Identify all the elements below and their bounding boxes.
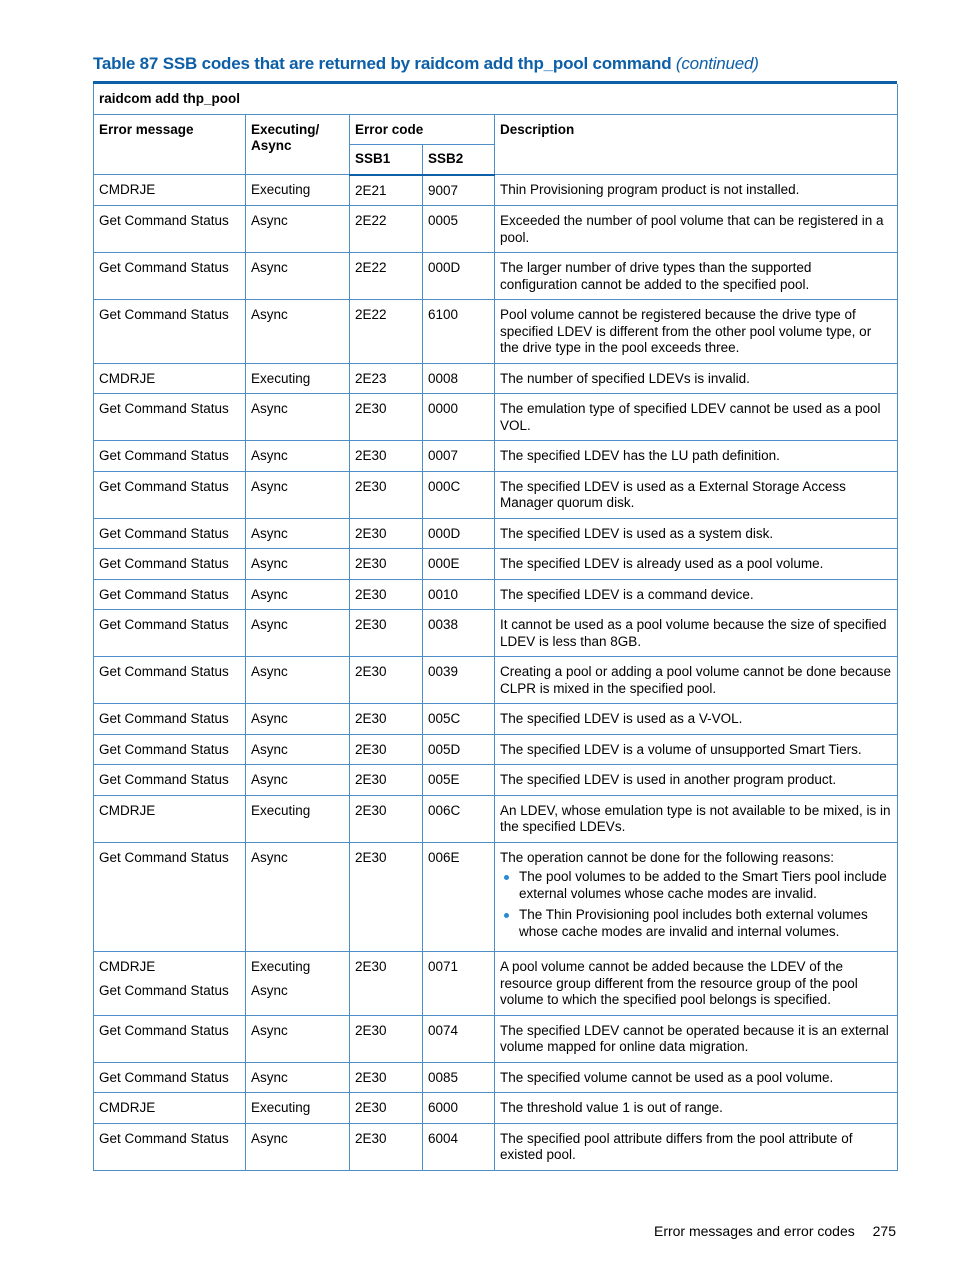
error-message-cell [94, 253, 246, 300]
error-message-cell-text: Get Command Status [99, 1022, 229, 1038]
error-message-cell [94, 579, 246, 610]
ssb1-cell-text: 2E30 [355, 711, 387, 726]
description-cell [495, 734, 898, 765]
ssb1-cell [350, 394, 423, 441]
error-message-cell [94, 842, 246, 952]
ssb2-cell-text: 6100 [428, 307, 459, 322]
table-row [94, 734, 898, 765]
description-cell [495, 518, 898, 549]
ssb1-cell [350, 1062, 423, 1093]
ssb2-cell [423, 657, 495, 704]
footer-section: Error messages and error codes [653, 1223, 855, 1239]
ssb1-cell [350, 610, 423, 657]
description-cell-text: A pool volume cannot be added because the LDEV of the resource group different from the resource group of the pool volume to which the specified pool belongs is specified. [500, 959, 858, 1007]
executing-async-cell [246, 765, 350, 796]
ssb1-cell [350, 795, 423, 842]
table-row [94, 1062, 898, 1093]
command-header-row [94, 84, 898, 114]
description-cell-text: The specified LDEV cannot be operated because it is an external volume mapped for online data migration. [500, 1022, 889, 1054]
error-message-cell [94, 1123, 246, 1170]
executing-async-cell [246, 300, 350, 364]
executing-async-cell-text: Async [251, 307, 288, 322]
error-message-cell [94, 734, 246, 765]
executing-async-cell [246, 1062, 350, 1093]
executing-async-cell-text: Async [251, 711, 288, 726]
executing-async-cell [246, 1123, 350, 1170]
ssb1-cell [350, 253, 423, 300]
ssb1-cell-text: 2E23 [355, 370, 387, 386]
ssb1-cell-text: 2E30 [355, 741, 387, 757]
ssb1-cell [350, 441, 423, 472]
executing-async-cell [246, 704, 350, 735]
description-cell [495, 471, 898, 518]
description-cell-text: Thin Provisioning program product is not installed. [500, 182, 800, 197]
description-cell [495, 1093, 898, 1124]
error-message-cell [94, 363, 246, 394]
table-row [94, 518, 898, 549]
description-cell-text: The specified LDEV is used in another program product. [500, 772, 837, 787]
error-message-cell-text: Get Command Status [99, 772, 229, 787]
ssb2-cell [423, 549, 495, 580]
executing-async-cell-text: Async [251, 617, 288, 632]
error-message-cell [94, 441, 246, 472]
description-cell-text: The larger number of drive types than the supported configuration cannot be added to the specified pool. [500, 260, 812, 292]
ssb1-cell [350, 518, 423, 549]
description-cell [495, 704, 898, 735]
ssb2-cell-text: 006E [428, 849, 460, 865]
ssb2-cell-text: 000D [428, 525, 461, 541]
executing-async-cell [246, 1015, 350, 1062]
description-cell-text: Creating a pool or adding a pool volume cannot be done because CLPR is mixed in the specified pool. [500, 664, 892, 696]
ssb1-cell-text: 2E30 [355, 525, 387, 541]
description-cell [495, 549, 898, 580]
table-row [94, 1093, 898, 1124]
error-message-cell-text: Get Command Status [99, 617, 229, 632]
header-ssb2: SSB2 [423, 145, 495, 175]
executing-async-cell [246, 610, 350, 657]
table-row [94, 441, 898, 472]
ssb1-cell-text: 2E30 [355, 772, 387, 787]
executing-async-cell [246, 363, 350, 394]
ssb2-cell-text: 0038 [428, 617, 459, 632]
table-row [94, 579, 898, 610]
header-executing-async: Executing/ Async [246, 114, 350, 175]
table-row [94, 952, 898, 1016]
description-cell-text: The number of specified LDEVs is invalid. [500, 370, 750, 386]
reason-list-item [500, 907, 892, 940]
ssb2-cell [423, 795, 495, 842]
ssb1-cell-text: 2E30 [355, 556, 387, 571]
ssb2-cell [423, 1015, 495, 1062]
error-message-cell-text: CMDRJE [99, 370, 156, 386]
error-message-cell [94, 795, 246, 842]
ssb2-cell-text: 000D [428, 260, 461, 275]
ssb2-cell-text: 000E [428, 556, 460, 571]
table-row [94, 471, 898, 518]
executing-async-cell-text: Async [251, 586, 288, 602]
table-row [94, 610, 898, 657]
executing-async-cell [246, 657, 350, 704]
executing-async-cell-text: Async [251, 448, 288, 463]
error-message-cell [94, 657, 246, 704]
column-header-row [94, 114, 898, 145]
ssb1-cell [350, 363, 423, 394]
error-message-cell [94, 610, 246, 657]
executing-async-cell-text: Async [251, 741, 288, 757]
error-message-cell [94, 952, 246, 1016]
error-message-cell-text-2: Get Command Status [99, 982, 229, 998]
error-message-cell-text: CMDRJE [99, 182, 156, 197]
description-cell [495, 1015, 898, 1062]
ssb2-cell [423, 206, 495, 253]
error-message-cell [94, 518, 246, 549]
description-cell [495, 952, 898, 1016]
ssb2-cell [423, 1062, 495, 1093]
ssb2-cell [423, 300, 495, 364]
ssb1-cell-text: 2E30 [355, 1100, 387, 1115]
ssb1-cell [350, 175, 423, 206]
table-row [94, 206, 898, 253]
description-cell-text: The specified LDEV has the LU path definition. [500, 448, 780, 463]
table-row [94, 795, 898, 842]
error-message-cell-text: Get Command Status [99, 478, 229, 494]
error-message-cell-text: Get Command Status [99, 1069, 229, 1085]
executing-async-cell-text: Async [251, 1130, 288, 1146]
description-cell-text: The emulation type of specified LDEV cannot be used as a pool VOL. [500, 401, 881, 433]
ssb2-cell [423, 579, 495, 610]
ssb1-cell-text: 2E22 [355, 260, 387, 275]
description-cell [495, 253, 898, 300]
error-message-cell [94, 704, 246, 735]
table-row [94, 253, 898, 300]
ssb2-cell-text: 9007 [428, 182, 459, 198]
error-message-cell-text: Get Command Status [99, 260, 229, 275]
description-cell [495, 610, 898, 657]
header-description: Description [495, 114, 898, 175]
ssb1-cell [350, 1015, 423, 1062]
error-message-cell [94, 765, 246, 796]
error-message-cell [94, 471, 246, 518]
table-body [94, 175, 898, 1171]
ssb1-cell [350, 842, 423, 952]
description-cell [495, 795, 898, 842]
description-cell-text: The specified LDEV is a command device. [500, 586, 754, 602]
ssb2-cell [423, 471, 495, 518]
table-title [93, 54, 897, 74]
executing-async-cell [246, 253, 350, 300]
description-cell [495, 206, 898, 253]
error-message-cell-text: Get Command Status [99, 525, 229, 541]
description-cell-text: The specified volume cannot be used as a pool volume. [500, 1069, 834, 1085]
reason-text: The Thin Provisioning pool includes both external volumes whose cache modes are invalid and internal volumes. [519, 907, 868, 939]
bullet-icon [504, 913, 509, 918]
ssb1-cell-text: 2E30 [355, 478, 387, 494]
ssb2-cell-text: 006C [428, 802, 461, 818]
executing-async-cell [246, 795, 350, 842]
table-row [94, 765, 898, 796]
ssb1-cell [350, 206, 423, 253]
description-cell [495, 441, 898, 472]
ssb2-cell [423, 734, 495, 765]
ssb2-cell-text: 6004 [428, 1130, 459, 1146]
ssb1-cell-text: 2E30 [355, 959, 387, 974]
executing-async-cell [246, 952, 350, 1016]
ssb2-cell [423, 175, 495, 206]
table-title-main: Table 87 SSB codes that are returned by raidcom add thp_pool command [93, 54, 672, 73]
error-message-cell-text: CMDRJE [99, 802, 156, 818]
error-message-cell [94, 394, 246, 441]
ssb2-cell [423, 363, 495, 394]
ssb2-cell [423, 1093, 495, 1124]
error-message-cell-text: Get Command Status [99, 586, 229, 602]
ssb1-cell-text: 2E22 [355, 307, 387, 322]
ssb2-cell [423, 394, 495, 441]
executing-async-cell-text: Async [251, 478, 288, 494]
executing-async-cell-text: Async [251, 772, 288, 787]
ssb2-cell [423, 441, 495, 472]
error-message-cell-text: Get Command Status [99, 448, 229, 463]
description-cell [495, 1062, 898, 1093]
ssb1-cell-text: 2E30 [355, 1022, 387, 1038]
ssb2-cell [423, 704, 495, 735]
ssb2-cell [423, 952, 495, 1016]
executing-async-cell-text: Async [251, 260, 288, 275]
description-cell-text: The specified LDEV is used as a V-VOL. [500, 711, 743, 726]
executing-async-cell-text: Executing [251, 182, 311, 197]
error-message-cell-text: Get Command Status [99, 711, 229, 726]
ssb2-cell-text: 005D [428, 741, 461, 757]
ssb2-cell-text: 005E [428, 772, 460, 787]
error-message-cell-text: Get Command Status [99, 213, 229, 228]
table-row [94, 704, 898, 735]
executing-async-cell-text: Async [251, 401, 288, 416]
table-row [94, 657, 898, 704]
description-cell [495, 765, 898, 796]
error-message-cell-text: CMDRJE [99, 959, 156, 974]
ssb1-cell [350, 734, 423, 765]
bullet-icon [504, 875, 509, 880]
command-label: raidcom add thp_pool [94, 84, 898, 114]
header-error-code: Error code [350, 114, 495, 145]
ssb2-cell [423, 765, 495, 796]
ssb2-cell-text: 0071 [428, 959, 459, 974]
ssb1-cell-text: 2E30 [355, 617, 387, 632]
description-cell-text: The threshold value 1 is out of range. [500, 1100, 723, 1115]
description-cell [495, 394, 898, 441]
table-title-continued: (continued) [675, 54, 759, 73]
page-footer [654, 1223, 896, 1239]
error-message-cell-text: Get Command Status [99, 307, 229, 322]
error-message-cell-text: Get Command Status [99, 1130, 229, 1146]
ssb1-cell-text: 2E30 [355, 802, 387, 818]
executing-async-cell [246, 549, 350, 580]
ssb2-cell-text: 0007 [428, 448, 459, 463]
description-cell-text: The specified LDEV is used as a system disk. [500, 525, 774, 541]
ssb1-cell-text: 2E30 [355, 1069, 387, 1085]
error-message-cell-text: Get Command Status [99, 401, 229, 416]
ssb2-cell [423, 610, 495, 657]
executing-async-cell [246, 1093, 350, 1124]
executing-async-cell-text: Async [251, 849, 288, 865]
executing-async-cell-text: Async [251, 1022, 288, 1038]
ssb1-cell-text: 2E30 [355, 849, 387, 865]
ssb1-cell [350, 549, 423, 580]
ssb1-cell [350, 704, 423, 735]
description-cell-text: The specified LDEV is a volume of unsupported Smart Tiers. [500, 741, 862, 757]
error-message-cell-text: Get Command Status [99, 556, 229, 571]
executing-async-cell-text: Executing [251, 959, 311, 974]
ssb2-cell-text: 0010 [428, 586, 459, 602]
ssb1-cell [350, 952, 423, 1016]
ssb-codes-table [93, 84, 898, 1171]
description-cell-text: An LDEV, whose emulation type is not available to be mixed, is in the specified LDEVs. [500, 802, 891, 834]
table-row [94, 175, 898, 206]
reason-text: The pool volumes to be added to the Smart Tiers pool include external volumes whose cache modes are invalid. [519, 869, 887, 901]
error-message-cell-text: Get Command Status [99, 741, 229, 757]
ssb1-cell-text: 2E30 [355, 1130, 387, 1146]
executing-async-cell-text: Executing [251, 1100, 311, 1115]
error-message-cell [94, 1093, 246, 1124]
executing-async-cell-text: Executing [251, 370, 311, 386]
table-row [94, 549, 898, 580]
error-message-cell [94, 175, 246, 206]
table-row [94, 394, 898, 441]
executing-async-cell [246, 579, 350, 610]
description-cell [495, 1123, 898, 1170]
executing-async-cell-text: Async [251, 556, 288, 571]
ssb2-cell [423, 1123, 495, 1170]
description-cell-text: The operation cannot be done for the following reasons: [500, 849, 834, 865]
ssb1-cell-text: 2E30 [355, 586, 387, 602]
error-message-cell [94, 206, 246, 253]
ssb2-cell [423, 842, 495, 952]
table-row [94, 1015, 898, 1062]
description-cell [495, 842, 898, 952]
ssb2-cell [423, 518, 495, 549]
ssb2-cell-text: 0039 [428, 664, 459, 679]
executing-async-cell [246, 175, 350, 206]
ssb1-cell [350, 1123, 423, 1170]
ssb1-cell-text: 2E30 [355, 664, 387, 679]
page-number: 275 [872, 1223, 896, 1239]
description-cell [495, 579, 898, 610]
executing-async-cell [246, 842, 350, 952]
description-cell [495, 300, 898, 364]
error-message-cell [94, 1015, 246, 1062]
ssb1-cell-text: 2E21 [355, 182, 387, 198]
description-cell-text: The specified LDEV is used as a External Storage Access Manager quorum disk. [500, 478, 846, 510]
executing-async-cell [246, 441, 350, 472]
description-cell [495, 175, 898, 206]
description-cell-text: The specified LDEV is already used as a pool volume. [500, 556, 824, 571]
ssb2-cell-text: 0005 [428, 213, 459, 228]
executing-async-cell-text: Async [251, 213, 288, 228]
ssb1-cell-text: 2E30 [355, 401, 387, 416]
executing-async-cell [246, 471, 350, 518]
ssb1-cell-text: 2E30 [355, 448, 387, 463]
description-cell-text: Pool volume cannot be registered because the drive type of specified LDEV is different from the other pool volume type, or the drive type in the pool exceeds three. [500, 307, 872, 355]
description-cell [495, 657, 898, 704]
error-message-cell [94, 549, 246, 580]
executing-async-cell [246, 394, 350, 441]
executing-async-cell-text: Async [251, 664, 288, 679]
executing-async-cell-text: Async [251, 525, 288, 541]
description-cell-text: It cannot be used as a pool volume because the size of specified LDEV is less than 8GB. [500, 617, 887, 649]
ssb2-cell-text: 000C [428, 478, 461, 494]
table-row [94, 1123, 898, 1170]
description-cell-text: The specified pool attribute differs from the pool attribute of existed pool. [500, 1130, 853, 1162]
description-cell [495, 363, 898, 394]
error-message-cell-text: Get Command Status [99, 849, 229, 865]
ssb1-cell [350, 765, 423, 796]
table-row [94, 300, 898, 364]
executing-async-cell [246, 206, 350, 253]
ssb2-cell-text: 0085 [428, 1069, 459, 1085]
reason-list-item [500, 869, 892, 902]
table-row [94, 842, 898, 952]
executing-async-cell-text-2: Async [251, 982, 288, 998]
description-cell-text: Exceeded the number of pool volume that can be registered in a pool. [500, 213, 884, 245]
ssb2-cell-text: 0008 [428, 370, 459, 386]
executing-async-cell-text: Executing [251, 802, 311, 818]
header-error-message: Error message [94, 114, 246, 175]
ssb1-cell [350, 300, 423, 364]
ssb2-cell-text: 6000 [428, 1100, 459, 1115]
ssb1-cell [350, 579, 423, 610]
ssb2-cell-text: 0074 [428, 1022, 459, 1038]
error-message-cell-text: CMDRJE [99, 1100, 156, 1115]
error-message-cell [94, 1062, 246, 1093]
error-message-cell [94, 300, 246, 364]
error-message-cell-text: Get Command Status [99, 664, 229, 679]
header-ssb1: SSB1 [350, 145, 423, 175]
ssb1-cell-text: 2E22 [355, 213, 387, 228]
executing-async-cell-text: Async [251, 1069, 288, 1085]
ssb2-cell-text: 0000 [428, 401, 459, 416]
ssb1-cell [350, 1093, 423, 1124]
ssb1-cell [350, 471, 423, 518]
table-row [94, 363, 898, 394]
executing-async-cell [246, 518, 350, 549]
executing-async-cell [246, 734, 350, 765]
ssb1-cell [350, 657, 423, 704]
reason-list [500, 869, 892, 940]
ssb2-cell [423, 253, 495, 300]
ssb2-cell-text: 005C [428, 711, 461, 726]
